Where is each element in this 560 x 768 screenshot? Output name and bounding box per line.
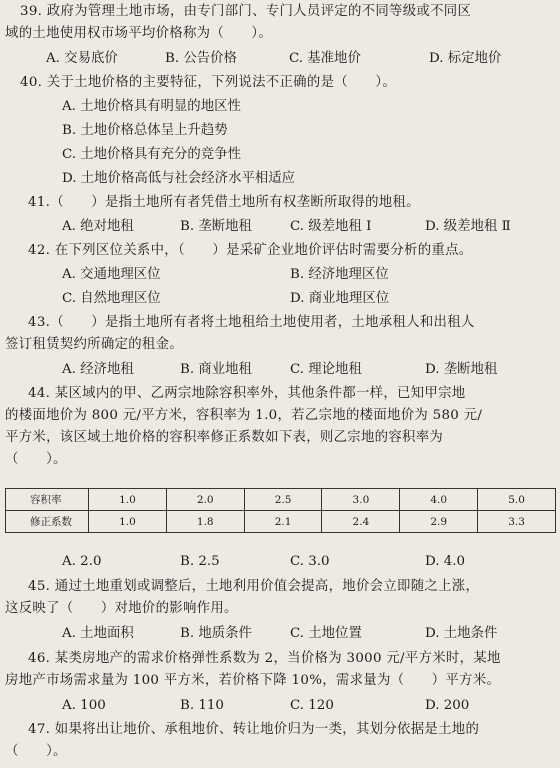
question-43-option-d: D. 垄断地租 [425, 362, 498, 377]
question-44-option-a: A. 2.0 [62, 554, 102, 569]
question-44-text-line-4: （ ）。 [5, 452, 67, 467]
question-46-option-c: C. 120 [290, 698, 334, 713]
question-41-option-b: B. 垄断地租 [180, 219, 252, 234]
question-45-option-c: C. 土地位置 [290, 626, 362, 641]
table-header-coefficient: 修正系数 [6, 511, 89, 533]
question-41-option-a: A. 绝对地租 [62, 219, 134, 234]
question-46-option-a: A. 100 [62, 698, 106, 713]
question-45-text-line-2: 这反映了（ ）对地价的影响作用。 [5, 601, 238, 616]
question-41-text: 41.（ ）是指土地所有者凭借土地所有权垄断所取得的地租。 [28, 195, 420, 210]
question-44-text-line-2: 的楼面地价为 800 元/平方米，容积率为 1.0，若乙宗地的楼面地价为 580 元/ [5, 408, 483, 423]
question-43-text-line-2: 签订租赁契约所确定的租金。 [5, 337, 183, 352]
question-43-text-line-1: 43.（ ）是指土地所有者将土地租给土地使用者，土地承租人和出租人 [28, 315, 475, 330]
table-cell: 5.0 [478, 489, 556, 511]
table-cell: 1.0 [89, 489, 167, 511]
question-46-option-b: B. 110 [180, 698, 224, 713]
question-39-text-line-1: 39. 政府为管理土地市场，由专门部门、专门人员评定的不同等级或不同区 [20, 4, 472, 19]
question-46-option-d: D. 200 [425, 698, 470, 713]
question-45-text-line-1: 45. 通过土地重划或调整后，土地利用价值会提高，地价会立即随之上涨， [28, 579, 480, 594]
question-44-option-b: B. 2.5 [180, 554, 220, 569]
question-46-text-line-2: 房地产市场需求量为 100 平方米，若价格下降 10%，需求量为（ ）平方米。 [5, 673, 501, 688]
question-39-text-line-2: 域的土地使用权市场平均价格称为（ ）。 [5, 26, 273, 41]
table-cell: 2.9 [400, 511, 478, 533]
table-cell: 2.1 [244, 511, 322, 533]
table-cell: 3.3 [478, 511, 556, 533]
question-42-option-a: A. 交通地理区位 [62, 267, 161, 282]
question-45-option-a: A. 土地面积 [62, 626, 134, 641]
table-cell: 3.0 [322, 489, 400, 511]
table-row [6, 489, 556, 511]
question-42-option-c: C. 自然地理区位 [62, 291, 161, 306]
question-44-option-c: C. 3.0 [290, 554, 330, 569]
question-45-option-b: B. 地质条件 [180, 626, 252, 641]
far-coefficient-table [5, 488, 556, 533]
question-43-option-b: B. 商业地租 [180, 362, 252, 377]
question-40-option-a: A. 土地价格具有明显的地区性 [62, 99, 241, 114]
question-44-text-line-3: 平方米，该区域土地价格的容积率修正系数如下表，则乙宗地的容积率为 [5, 430, 444, 445]
question-40-option-b: B. 土地价格总体呈上升趋势 [62, 123, 228, 138]
question-42-text: 42. 在下列区位关系中，（ ）是采矿企业地价评估时需要分析的重点。 [28, 243, 473, 258]
question-39-option-c: C. 基准地价 [289, 51, 361, 66]
question-42-option-b: B. 经济地理区位 [290, 267, 389, 282]
table-cell: 4.0 [400, 489, 478, 511]
question-46-text-line-1: 46. 某类房地产的需求价格弹性系数为 2，当价格为 3000 元/平方米时，某地 [28, 651, 501, 666]
table-header-far: 容积率 [6, 489, 89, 511]
table-row [6, 511, 556, 533]
table-cell: 2.5 [244, 489, 322, 511]
question-39-option-d: D. 标定地价 [429, 51, 502, 66]
question-41-option-c: C. 级差地租 Ⅰ [290, 219, 372, 234]
table-cell: 2.0 [166, 489, 244, 511]
question-43-option-a: A. 经济地租 [62, 362, 134, 377]
question-45-option-d: D. 土地条件 [425, 626, 498, 641]
question-40-option-d: D. 土地价格高低与社会经济水平相适应 [62, 171, 296, 186]
question-40-option-c: C. 土地价格具有充分的竞争性 [62, 147, 241, 162]
question-47-text-line-1: 47. 如果将出让地价、承租地价、转让地价归为一类，其划分依据是土地的 [28, 722, 480, 737]
question-41-option-d: D. 级差地租 Ⅱ [425, 219, 511, 234]
question-47-text-line-2: （ ）。 [5, 744, 67, 759]
question-42-option-d: D. 商业地理区位 [290, 291, 390, 306]
question-44-text-line-1: 44. 某区域内的甲、乙两宗地除容积率外，其他条件都一样，已知甲宗地 [28, 386, 466, 401]
question-43-option-c: C. 理论地租 [290, 362, 362, 377]
table-cell: 2.4 [322, 511, 400, 533]
table-cell: 1.0 [89, 511, 167, 533]
question-40-text: 40. 关于土地价格的主要特征，下列说法不正确的是（ ）。 [20, 75, 397, 90]
table-cell: 1.8 [166, 511, 244, 533]
question-39-option-a: A. 交易底价 [46, 51, 118, 66]
question-39-option-b: B. 公告价格 [165, 51, 237, 66]
question-44-option-d: D. 4.0 [425, 554, 466, 569]
